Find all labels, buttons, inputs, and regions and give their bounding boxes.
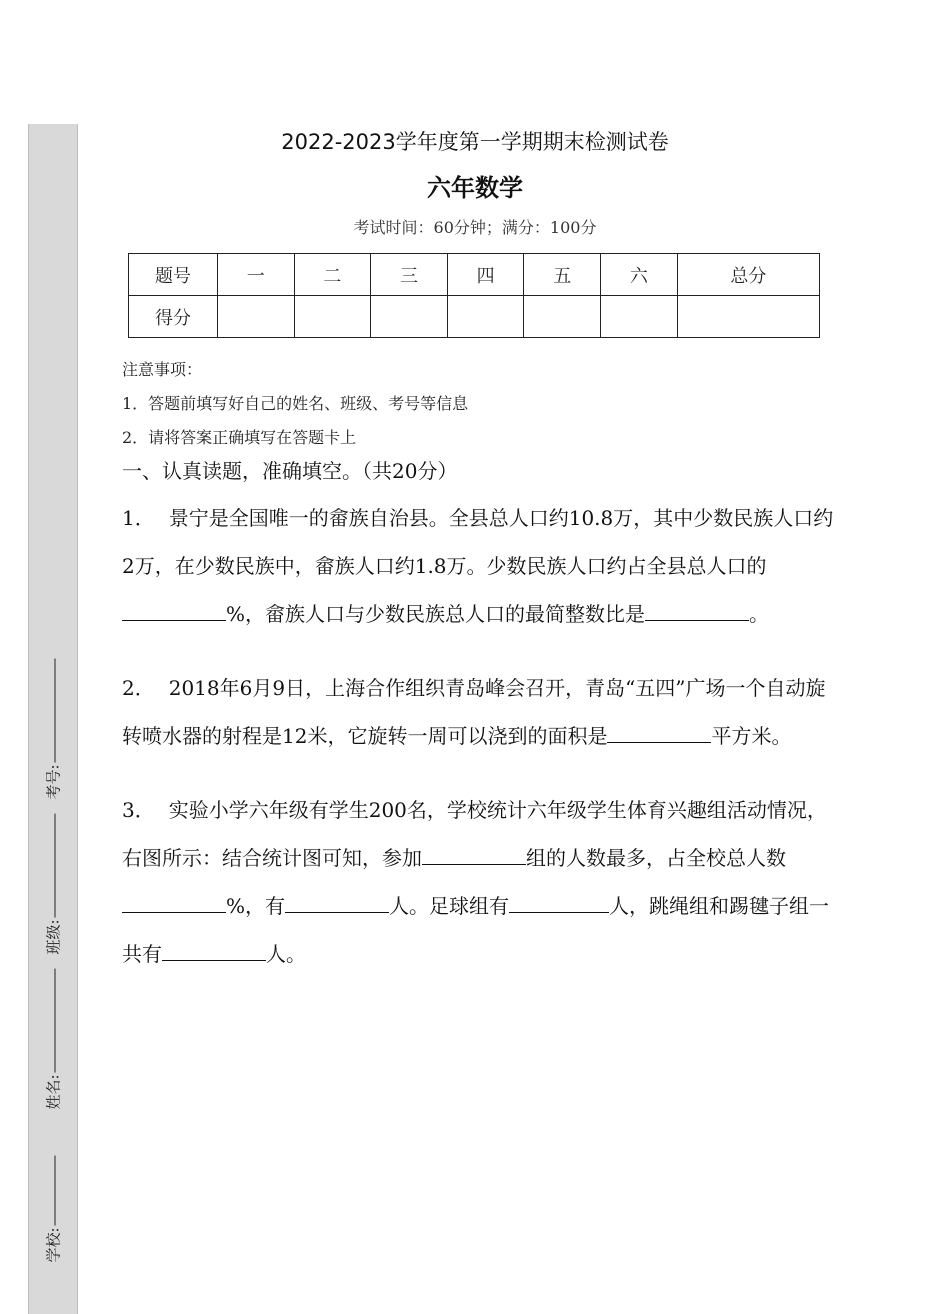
answer-blank[interactable] <box>645 600 749 621</box>
exam-no-field[interactable] <box>43 658 64 799</box>
score-cell[interactable] <box>294 296 371 338</box>
score-header-cell: 六 <box>601 254 678 296</box>
name-field[interactable] <box>43 968 64 1109</box>
answer-blank[interactable] <box>122 600 226 621</box>
score-header-cell: 五 <box>524 254 601 296</box>
question-number: 1． <box>122 506 155 530</box>
score-header-cell: 三 <box>371 254 448 296</box>
exam-meta: 考试时间：60分钟；满分：100分 <box>353 218 597 237</box>
score-header-cell: 一 <box>218 254 295 296</box>
question-text: 人。足球组有 <box>389 894 510 918</box>
score-cell[interactable] <box>218 296 295 338</box>
exam-no-label: 考号: <box>44 764 63 800</box>
school-field[interactable] <box>43 1155 64 1262</box>
answer-blank[interactable] <box>162 940 266 961</box>
section-heading: 一、认真读题，准确填空。（共20分） <box>122 459 458 483</box>
question-text: 人。 <box>266 942 306 966</box>
score-table <box>128 253 820 338</box>
name-label: 姓名: <box>44 1074 63 1110</box>
notes <box>122 353 468 455</box>
score-table-header-row <box>129 254 820 296</box>
score-cell[interactable] <box>371 296 448 338</box>
name-blank[interactable] <box>54 968 55 1072</box>
question-text: %，有 <box>226 894 286 918</box>
question-2 <box>122 664 834 760</box>
answer-blank[interactable] <box>285 892 389 913</box>
score-row-label: 得分 <box>129 296 218 338</box>
answer-blank[interactable] <box>559 892 609 913</box>
score-header-cell: 四 <box>447 254 524 296</box>
answer-blank[interactable] <box>122 892 226 913</box>
exam-title: 2022-2023学年度第一学期期末检测试卷 <box>281 130 669 154</box>
answer-blank[interactable] <box>422 844 526 865</box>
note-item: 2．请将答案正确填写在答题卡上 <box>122 428 357 447</box>
question-number: 3． <box>122 798 155 822</box>
question-text: %，畲族人口与少数民族总人口的最简整数比是 <box>226 602 646 626</box>
question-text: 景宁是全国唯一的畲族自治县。全县总人口约10.8万，其中少数民族人口约2万，在少数民族中，畲族人口约1.8万。少数民族人口约占全县总人口的 <box>122 506 834 578</box>
class-field[interactable] <box>43 813 64 954</box>
school-label: 学校: <box>44 1227 63 1263</box>
score-cell[interactable] <box>677 296 819 338</box>
notes-heading: 注意事项： <box>122 360 203 379</box>
question-text: 2018年6月9日，上海合作组织青岛峰会召开，青岛“五四”广场一个自动旋转喷水器的射程是12米，它旋转一周可以浇到的面积是 <box>122 676 826 748</box>
score-header-cell: 二 <box>294 254 371 296</box>
score-header-cell: 题号 <box>129 254 218 296</box>
score-table-score-row <box>129 296 820 338</box>
score-cell[interactable] <box>447 296 524 338</box>
answer-blank[interactable] <box>607 722 711 743</box>
answer-blank[interactable] <box>509 892 559 913</box>
note-item: 1．答题前填写好自己的姓名、班级、考号等信息 <box>122 394 469 413</box>
question-text: 人，跳绳组和踢毽子组一共有 <box>122 894 830 966</box>
class-blank[interactable] <box>54 813 55 917</box>
class-label: 班级: <box>44 919 63 955</box>
question-text: 实验小学六年级有学生200名，学校统计六年级学生体育兴趣组活动情况，右图所示：结合统计图可知，参加 <box>122 798 827 870</box>
school-blank[interactable] <box>54 1155 55 1225</box>
exam-no-blank[interactable] <box>54 658 55 762</box>
question-text: 平方米。 <box>711 724 792 748</box>
question-text: 组的人数最多，占全校总人数 <box>526 846 786 870</box>
score-header-cell: 总分 <box>677 254 819 296</box>
question-1 <box>122 494 834 638</box>
score-cell[interactable] <box>524 296 601 338</box>
question-text: 。 <box>749 602 770 626</box>
binding-margin <box>28 124 78 1314</box>
question-number: 2． <box>122 676 155 700</box>
exam-subtitle: 六年数学 <box>427 174 523 202</box>
question-3 <box>122 786 834 978</box>
score-cell[interactable] <box>601 296 678 338</box>
